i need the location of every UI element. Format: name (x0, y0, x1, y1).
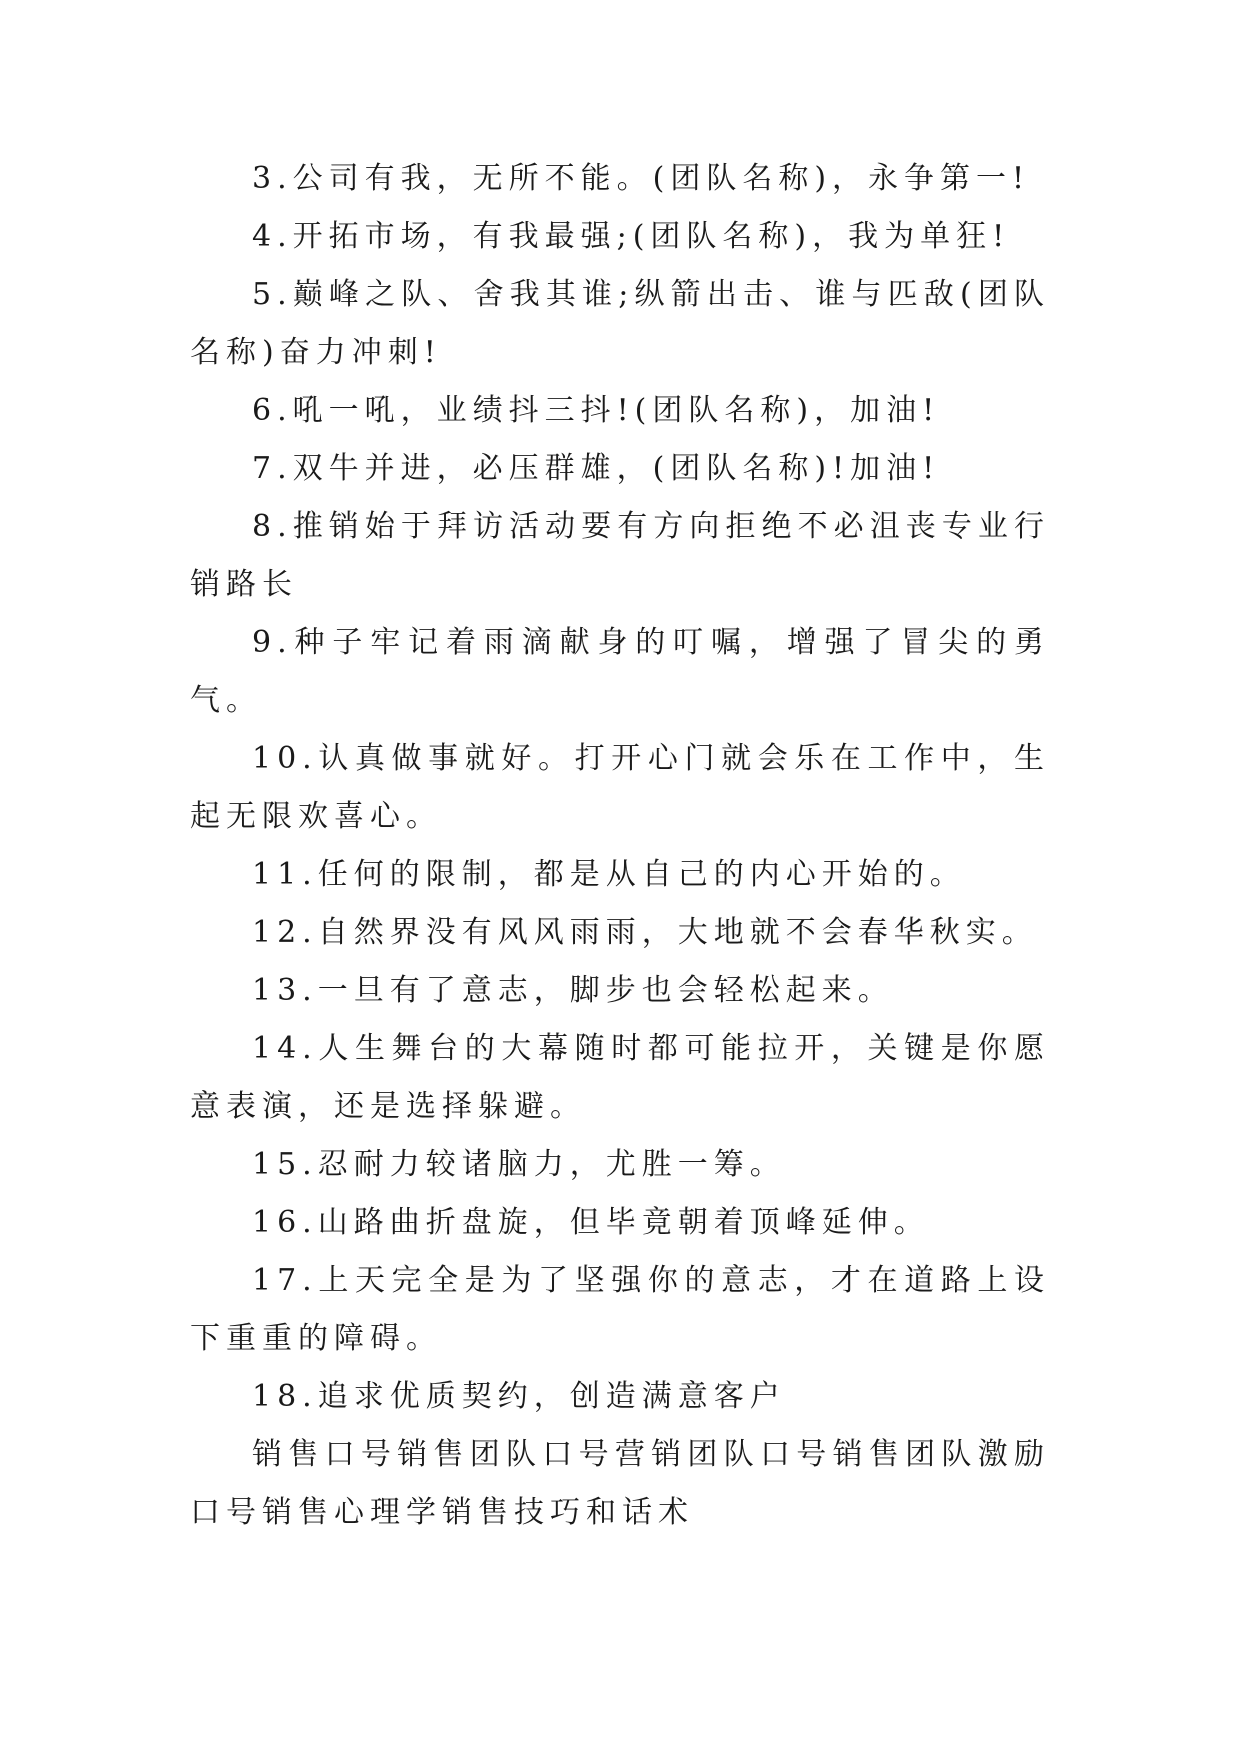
slogan-17: 17.上天完全是为了坚强你的意志，才在道路上设下重重的障碍。 (190, 1263, 1050, 1356)
slogan-3: 3.公司有我，无所不能。(团队名称)，永争第一! (252, 161, 1031, 196)
slogan-14: 14.人生舞台的大幕随时都可能拉开，关键是你愿意表演，还是选择躲避。 (190, 1031, 1050, 1124)
slogan-4: 4.开拓市场，有我最强;(团队名称)，我为单狂! (252, 219, 1011, 254)
slogan-8: 8.推销始于拜访活动要有方向拒绝不必沮丧专业行销路长 (190, 509, 1050, 602)
slogan-18: 18.追求优质契约，创造满意客户 (252, 1379, 786, 1414)
slogan-6: 6.吼一吼，业绩抖三抖!(团队名称)，加油! (252, 393, 941, 428)
slogan-15: 15.忍耐力较诸脑力，尤胜一筹。 (252, 1147, 786, 1182)
slogan-5: 5.巅峰之队、舍我其谁;纵箭出击、谁与匹敌(团队名称)奋力冲刺! (190, 277, 1050, 370)
document-body (190, 150, 1050, 1542)
slogan-13: 13.一旦有了意志，脚步也会轻松起来。 (252, 973, 894, 1008)
slogan-16: 16.山路曲折盘旋，但毕竟朝着顶峰延伸。 (252, 1205, 930, 1240)
keyword-tags: 销售口号销售团队口号营销团队口号销售团队激励口号销售心理学销售技巧和话术 (190, 1437, 1050, 1530)
slogan-7: 7.双牛并进，必压群雄，(团队名称)!加油! (252, 451, 941, 486)
slogan-9: 9.种子牢记着雨滴献身的叮嘱，增强了冒尖的勇气。 (190, 625, 1050, 718)
slogan-11: 11.任何的限制，都是从自己的内心开始的。 (252, 857, 966, 892)
slogan-10: 10.认真做事就好。打开心门就会乐在工作中，生起无限欢喜心。 (190, 741, 1050, 834)
slogan-12: 12.自然界没有风风雨雨，大地就不会春华秋实。 (252, 915, 1038, 950)
